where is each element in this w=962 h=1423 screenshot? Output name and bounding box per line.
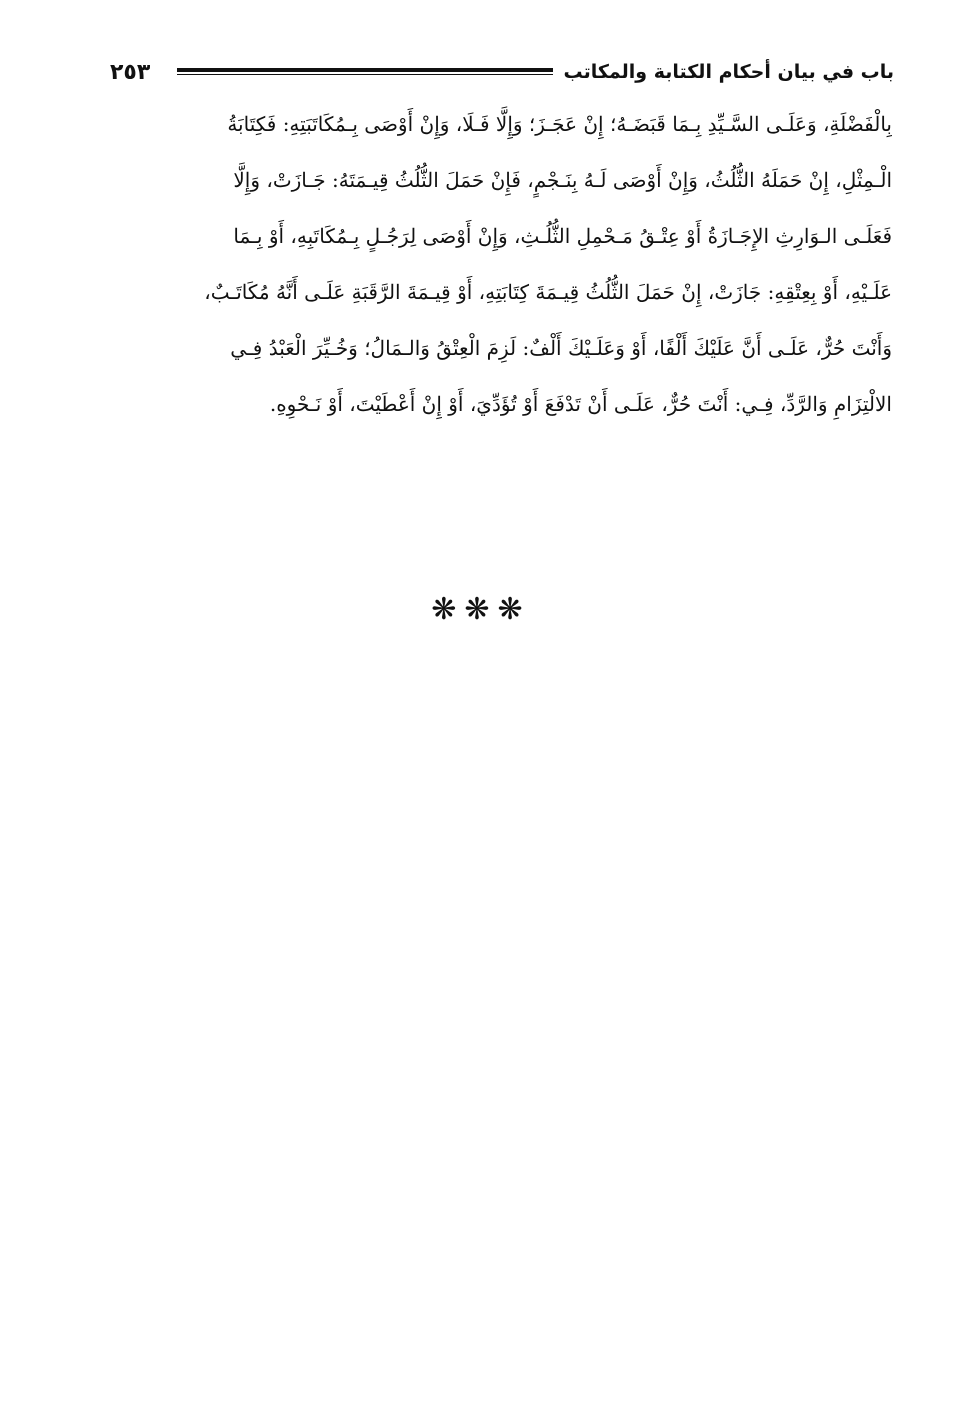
body-text [114, 96, 892, 432]
page-number: ٢٥٣ [110, 59, 151, 85]
header-rule-thick [177, 68, 553, 72]
running-title: باب في بيان أحكام الكتابة والمكاتب [563, 61, 894, 83]
section-end-ornament: ❋❋❋ [431, 592, 531, 627]
text-line-5: وَأَنْتَ حُرٌّ، عَلَـى أَنَّ عَلَيْكَ أَلْفًا، أَوْ وَعَلَـيْكَ أَلْفٌ: لَزِمَ الْعِتْقُ وَالـمَالُ؛ وَخُـيِّرَ الْعَبْدُ فِـي [230, 336, 892, 360]
header-rule [177, 68, 553, 77]
text-line-4: عَلَـيْهِ، أَوْ بِعِتْقِهِ: جَازَتْ، إِنْ حَمَلَ الثُّلُثُ قِيـمَةَ كِتَابَتِهِ، أَوْ قِيـمَةَ الرَّقَبَةِ عَلَـى أَنَّهُ مُكَاتَـبٌ، [204, 280, 892, 304]
text-line-1: بِالْفَضْلَةِ، وَعَلَـى السَّـيِّدِ بِـمَا قَبَضَـهُ؛ إِنْ عَجَـزَ؛ وَإِلَّا فَـلَا، وَإِنْ أَوْصَى بِـمُكَاتَبَتِهِ: فَكِتَابَةُ [227, 112, 892, 136]
text-line-6: الالْتِزَامِ وَالرَّدِّ، فِـي: أَنْتَ حُرٌّ، عَلَـى أَنْ تَدْفَعَ أَوْ تُؤَدِّيَ، أَوْ إِنْ أَعْطَيْتَ، أَوْ نَـحْوِهِ. [269, 392, 892, 416]
header-rule-thin [177, 74, 553, 76]
text-line-2: الْـمِثْلِ، إِنْ حَمَلَهُ الثُّلُثُ، وَإِنْ أَوْصَى لَـهُ بِنَـجْمٍ، فَإِنْ حَمَلَ الثُّلُثُ قِيـمَتَهُ: جَـازَتْ، وَإِلَّا [233, 168, 892, 192]
page-header [110, 52, 894, 92]
text-line-3: فَعَلَـى الـوَارِثِ الإِجَـازَةُ أَوْ عِتْـقُ مَـحْمِلِ الثُّلُـثِ، وَإِنْ أَوْصَى لِرَجُـلٍ بِـمُكَاتَبِهِ، أَوْ بِـمَا [233, 224, 892, 248]
